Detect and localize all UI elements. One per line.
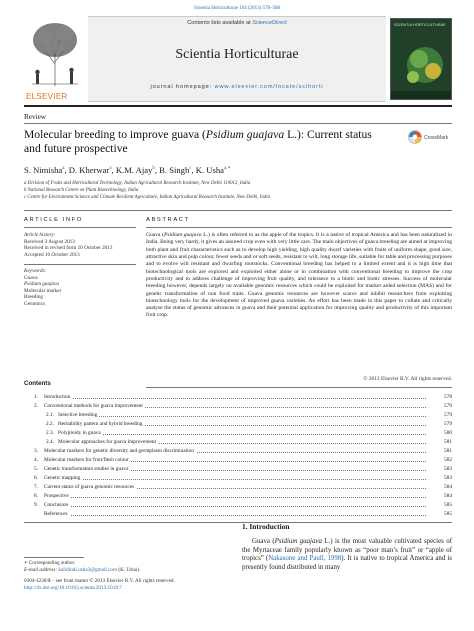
contents-item-number: 1.: [34, 394, 38, 400]
affiliation-mark[interactable]: a,∗: [223, 166, 231, 172]
type-rule: [24, 123, 452, 124]
contents-item[interactable]: [24, 429, 452, 438]
dot-leader: [44, 506, 426, 507]
contents-item-page: 583: [444, 475, 452, 481]
contents-item-page: 585: [444, 511, 452, 517]
contents-item-title[interactable]: Heritability pattern and hybrid breeding: [58, 421, 143, 427]
abstract-rule: [146, 227, 452, 228]
journal-header: [24, 16, 452, 102]
contents-item-title[interactable]: Conclusion: [44, 502, 69, 508]
contents-item-number: 2.2.: [46, 421, 54, 427]
keywords-label: Keywords:: [24, 268, 47, 274]
footnote-rule: [24, 557, 84, 558]
author-name[interactable]: K. Usha: [195, 165, 224, 175]
contents-item-title[interactable]: Molecular markers for fruit/flesh colour: [44, 457, 129, 463]
abstract-bottom-rule: [146, 387, 452, 388]
author-name[interactable]: K.M. Ajay: [115, 165, 153, 175]
contents-item[interactable]: [24, 483, 452, 492]
contents-item-number: 5.: [34, 466, 38, 472]
journal-title: Scientia Horticulturae: [175, 47, 299, 62]
dot-leader: [44, 479, 426, 480]
contents-item-page: 579: [444, 403, 452, 409]
contents-item-page: 580: [444, 430, 452, 436]
copyright-notice: © 2013 Elsevier B.V. All rights reserved.: [363, 376, 452, 382]
contents-item-title[interactable]: Introduction: [44, 394, 71, 400]
contents-item-page: 585: [444, 502, 452, 508]
author-name[interactable]: B. Singh: [159, 165, 190, 175]
info-rule: [24, 227, 136, 228]
contents-item-page: 584: [444, 484, 452, 490]
contents-item-title[interactable]: Selective breeding: [58, 412, 98, 418]
journal-banner: [88, 16, 386, 102]
contents-item-title[interactable]: Molecular approaches for guava improvement: [58, 439, 156, 445]
article-title: Molecular breeding to improve guava (Psidium guajava L.): Current status and future prospective: [24, 128, 372, 155]
contents-item-title[interactable]: Polyploidy in guava: [58, 430, 101, 436]
contents-item[interactable]: [24, 393, 452, 402]
doi-block: [24, 578, 224, 592]
contents-item-title[interactable]: Genetic mapping: [44, 475, 81, 481]
article-type: Review: [24, 113, 46, 121]
dot-leader: [44, 398, 426, 399]
journal-cover-thumbnail: [390, 18, 452, 100]
article-history: [24, 232, 136, 258]
email-note: [24, 567, 224, 574]
contents-item-page: 584: [444, 493, 452, 499]
homepage-prefix: journal homepage:: [150, 84, 215, 90]
affiliation-c: c Centre for Environment Science and Climate Resilient Agriculture, Indian Agricultural Research Institute, New Delhi, India: [24, 195, 271, 200]
author-name[interactable]: D. Kherwar: [68, 165, 110, 175]
contents-item-page: 579: [444, 421, 452, 427]
cover-title: SCIENTIA HORTICULTURAE: [394, 23, 446, 27]
affiliation-mark[interactable]: a: [109, 166, 112, 172]
contents-heading: Contents: [24, 380, 51, 387]
dot-leader: [58, 434, 426, 435]
email-label: E-mail address:: [24, 567, 59, 573]
dot-leader: [44, 497, 426, 498]
crossmark-icon: [408, 129, 422, 145]
history-label: Article history:: [24, 232, 56, 238]
affiliation-mark[interactable]: c: [189, 166, 192, 172]
contents-item-number: 2.: [34, 403, 38, 409]
contents-item-title[interactable]: Prospective: [44, 493, 69, 499]
contents-item-title[interactable]: References: [44, 511, 68, 517]
abstract-heading: ABSTRACT: [146, 217, 190, 223]
abstract-text: Guava (Psidium guajava L.) is often referred to as the apple of the tropics. It is a native of tropical America and has been naturalized in India. Being very hardy, it gives an assured crop even with very little care. The main objectives of guava breeding are aimed at improving both plant and fruit characteristics such as to develop high yielding, high quality dwarf varieties with fruits of uniform shape, good size, attractive skin and pulp colour, fewer seeds and or soft seeds, resistant to wilt, long storage life, suitable for table and processing purposes and to evolve wilt resistant and dwarfing rootstocks. Conventional breeding has helped to a limited extent and it is high time that biotechnological tools are explored and exploited either alone or in combination with conventional breeding to improve the crop productivity and to address challenge of improving fruit quality, and tolerance to a biotic and biotic stresses. Success of molecular breeding however, depends largely on available genomic resources which could be exploited for marker aided selection (MAS) and for genetic transformation of non food traits. Guava genomic resources are however scarce and inhibit researchers from exploiting biotechnology tools for the development of improved guava varieties. An effort has been made in this paper to collate and critically analyse the status of genomic advances in guava and their potential application for improving quality and productivity of this important fruit crop.: [146, 232, 453, 319]
corresponding-author-note: ∗ Corresponding author.: [24, 560, 76, 566]
author-name[interactable]: S. Nimisha: [24, 165, 63, 175]
contents-item-number: 4.: [34, 457, 38, 463]
contents-item-number: 2.1.: [46, 412, 54, 418]
contents-item-title[interactable]: Genetic transformation studies in guava: [44, 466, 129, 472]
contents-item-title[interactable]: Conventional methods for guava improvement: [44, 403, 143, 409]
journal-reference: Scientia Horticulturae 164 (2013) 578–588: [193, 6, 281, 11]
issn-line: 0304-4238/$ – see front matter © 2013 Elsevier B.V. All rights reserved.: [24, 578, 175, 584]
keyword: Guava: [24, 274, 38, 281]
contents-item[interactable]: [24, 438, 452, 447]
contents-item[interactable]: [24, 411, 452, 420]
contents-item[interactable]: [24, 456, 452, 465]
contents-item[interactable]: [24, 447, 452, 456]
contents-item-page: 582: [444, 457, 452, 463]
journal-homepage-link[interactable]: www.elsevier.com/locate/scihorti: [214, 84, 324, 90]
contents-item[interactable]: [24, 465, 452, 474]
doi-link[interactable]: http://dx.doi.org/10.1016/j.scienta.2013.10.017: [24, 585, 122, 591]
footnotes: [24, 560, 224, 574]
email-suffix: (K. Usha).: [117, 567, 141, 573]
affiliation-rule: [24, 210, 452, 211]
contents-item-page: 583: [444, 466, 452, 472]
contents-item-number: 8.: [34, 493, 38, 499]
contents-item-title[interactable]: Current status of guava genomic resources: [44, 484, 135, 490]
contents-item-page: 579: [444, 412, 452, 418]
contents-item[interactable]: [24, 492, 452, 501]
keyword: Molecular marker: [24, 287, 62, 294]
keyword: Genomics: [24, 300, 46, 307]
contents-item[interactable]: [24, 402, 452, 411]
elsevier-wordmark: ELSEVIER: [26, 92, 68, 101]
contents-rule: [24, 522, 452, 523]
contents-item[interactable]: [24, 501, 452, 510]
keyword: Breeding: [24, 294, 44, 300]
contents-item-number: 2.3.: [46, 430, 54, 436]
crossmark-badge[interactable]: [408, 129, 452, 151]
introduction-heading: 1. Introduction: [242, 522, 290, 531]
contents-item[interactable]: [24, 420, 452, 429]
contents-item[interactable]: [24, 474, 452, 483]
contents-item[interactable]: [24, 510, 452, 519]
sciencedirect-link[interactable]: ScienceDirect: [252, 20, 287, 26]
contents-item-number: 6.: [34, 475, 38, 481]
intro-text-start: Guava (Psidium guajava L.) is the most valuable cultivated species of the Myrtaceae family popularly known as “poor man’s fruit” or “apple of tropics” (: [242, 538, 452, 563]
contents-item-page: 581: [444, 439, 452, 445]
dot-leader: [58, 416, 426, 417]
contents-prefix: Contents lists available at: [187, 20, 253, 26]
history-received: Received 3 August 2013: [24, 238, 75, 245]
journal-homepage-line: [88, 84, 386, 90]
crossmark-label: CrossMark: [424, 135, 449, 141]
contents-item-number: 9.: [34, 502, 38, 508]
contents-item-page: 581: [444, 448, 452, 454]
introduction-paragraph: [242, 538, 452, 572]
citation-link[interactable]: Nakasone and Paull, 1998: [268, 555, 342, 563]
contents-available-line: [88, 20, 386, 26]
article-info-heading: ARTICLE INFO: [24, 217, 84, 223]
author-email-link[interactable]: kalidindi.usha3@gmail.com: [58, 567, 118, 573]
contents-item-number: 2.4.: [46, 439, 54, 445]
contents-item-number: 3.: [34, 448, 38, 454]
intro-text-end: ). It is native to tropical America and is presently found distributed in many: [242, 555, 452, 571]
history-accepted: Accepted 16 October 2013: [24, 251, 80, 258]
affiliation-a: a Division of Fruits and Horticultural Technology, Indian Agricultural Research Institute, New Delhi 110012, India: [24, 181, 251, 186]
history-revised: Received in revised form 10 October 2013: [24, 245, 113, 251]
elsevier-tree-logo: [24, 16, 86, 102]
affiliation-b: b National Research Centre on Plant Biotechnology, India: [24, 188, 139, 193]
history-rule: [24, 264, 136, 265]
dot-leader: [44, 515, 426, 516]
author-list: S. Nimisha$^a$, D. Kherwar$^a$, K.M. Ajay$^b$, B. Singh$^c$, K. Usha$^{a,∗}$: [24, 165, 231, 175]
affiliation-mark[interactable]: b: [152, 166, 155, 172]
contents-item-number: 7.: [34, 484, 38, 490]
keyword: Psidium guajava: [24, 281, 60, 287]
contents-item-title[interactable]: Molecular markers for genetic diversity and germplasm discrimination: [44, 448, 194, 454]
header-rule: [24, 105, 452, 107]
contents-item-page: 578: [444, 394, 452, 400]
affiliation-mark[interactable]: a: [62, 166, 65, 172]
keywords-block: [24, 268, 136, 307]
